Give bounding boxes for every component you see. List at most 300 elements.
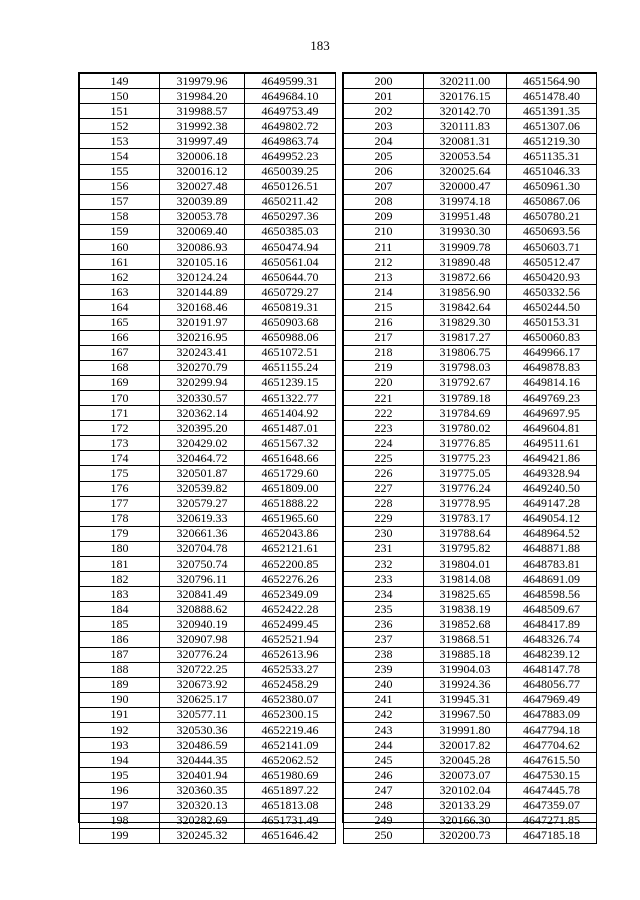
x-coordinate-cell: 320539.82 [160, 481, 245, 496]
y-coordinate-cell: 4651809.00 [245, 481, 336, 496]
point-number-cell: 204 [344, 134, 424, 149]
table-row [344, 194, 597, 209]
table-row [80, 179, 336, 194]
table-row [80, 209, 336, 224]
y-coordinate-cell: 4649599.31 [245, 74, 336, 89]
x-coordinate-cell: 320796.11 [160, 572, 245, 587]
table-row [344, 587, 597, 602]
point-number-cell: 167 [80, 345, 160, 360]
x-coordinate-cell: 320661.36 [160, 526, 245, 541]
y-coordinate-cell: 4649863.74 [245, 134, 336, 149]
y-coordinate-cell: 4649054.12 [507, 511, 597, 526]
point-number-cell: 201 [344, 89, 424, 104]
table-row [344, 360, 597, 375]
point-number-cell: 159 [80, 224, 160, 239]
point-number-cell: 236 [344, 617, 424, 632]
point-number-cell: 191 [80, 707, 160, 722]
point-number-cell: 219 [344, 360, 424, 375]
table-row [80, 511, 336, 526]
y-coordinate-cell: 4648326.74 [507, 632, 597, 647]
y-coordinate-cell: 4652300.15 [245, 707, 336, 722]
table-row [80, 828, 336, 843]
point-number-cell: 224 [344, 436, 424, 451]
x-coordinate-cell: 319778.95 [424, 496, 507, 511]
point-number-cell: 231 [344, 541, 424, 556]
table-row [344, 436, 597, 451]
x-coordinate-cell: 320006.18 [160, 149, 245, 164]
x-coordinate-cell: 319795.82 [424, 541, 507, 556]
table-row [344, 707, 597, 722]
point-number-cell: 156 [80, 179, 160, 194]
table-row [80, 375, 336, 390]
table-row [80, 104, 336, 119]
y-coordinate-cell: 4649952.23 [245, 149, 336, 164]
x-coordinate-cell: 319775.05 [424, 466, 507, 481]
table-row [80, 783, 336, 798]
table-row [344, 632, 597, 647]
y-coordinate-cell: 4651219.30 [507, 134, 597, 149]
y-coordinate-cell: 4651965.60 [245, 511, 336, 526]
y-coordinate-cell: 4650561.04 [245, 255, 336, 270]
y-coordinate-cell: 4647615.50 [507, 753, 597, 768]
x-coordinate-cell: 320299.94 [160, 375, 245, 390]
table-row [344, 541, 597, 556]
page-number: 183 [310, 38, 330, 53]
point-number-cell: 186 [80, 632, 160, 647]
point-number-cell: 235 [344, 602, 424, 617]
x-coordinate-cell: 319798.03 [424, 360, 507, 375]
y-coordinate-cell: 4648509.67 [507, 602, 597, 617]
y-coordinate-cell: 4650297.36 [245, 209, 336, 224]
y-coordinate-cell: 4650867.06 [507, 194, 597, 209]
point-number-cell: 160 [80, 240, 160, 255]
point-number-cell: 200 [344, 74, 424, 89]
point-number-cell: 237 [344, 632, 424, 647]
table-row [80, 526, 336, 541]
table-row [80, 768, 336, 783]
y-coordinate-cell: 4651046.33 [507, 164, 597, 179]
y-coordinate-cell: 4651322.77 [245, 390, 336, 405]
point-number-cell: 179 [80, 526, 160, 541]
x-coordinate-cell: 319924.36 [424, 677, 507, 692]
y-coordinate-cell: 4652533.27 [245, 662, 336, 677]
point-number-cell: 180 [80, 541, 160, 556]
y-coordinate-cell: 4650780.21 [507, 209, 597, 224]
table-row [344, 723, 597, 738]
y-coordinate-cell: 4650385.03 [245, 224, 336, 239]
table-row [344, 813, 597, 828]
point-number-cell: 248 [344, 798, 424, 813]
table-row [344, 783, 597, 798]
x-coordinate-cell: 320704.78 [160, 541, 245, 556]
y-coordinate-cell: 4647883.09 [507, 707, 597, 722]
x-coordinate-cell: 320053.78 [160, 209, 245, 224]
y-coordinate-cell: 4651646.42 [245, 828, 336, 843]
point-number-cell: 243 [344, 723, 424, 738]
y-coordinate-cell: 4649240.50 [507, 481, 597, 496]
y-coordinate-cell: 4647704.62 [507, 738, 597, 753]
y-coordinate-cell: 4648056.77 [507, 677, 597, 692]
table-row [344, 285, 597, 300]
table-row [80, 466, 336, 481]
x-coordinate-cell: 320776.24 [160, 647, 245, 662]
y-coordinate-cell: 4649697.95 [507, 406, 597, 421]
point-number-cell: 157 [80, 194, 160, 209]
x-coordinate-cell: 320444.35 [160, 753, 245, 768]
point-number-cell: 154 [80, 149, 160, 164]
x-coordinate-cell: 320245.32 [160, 828, 245, 843]
table-row [80, 481, 336, 496]
y-coordinate-cell: 4649328.94 [507, 466, 597, 481]
y-coordinate-cell: 4651478.40 [507, 89, 597, 104]
y-coordinate-cell: 4650211.42 [245, 194, 336, 209]
table-row [80, 662, 336, 677]
table-row [344, 149, 597, 164]
y-coordinate-cell: 4647185.18 [507, 828, 597, 843]
x-coordinate-cell: 320200.73 [424, 828, 507, 843]
table-row [80, 119, 336, 134]
x-coordinate-cell: 320270.79 [160, 360, 245, 375]
point-number-cell: 182 [80, 572, 160, 587]
point-number-cell: 152 [80, 119, 160, 134]
point-number-cell: 233 [344, 572, 424, 587]
point-number-cell: 166 [80, 330, 160, 345]
table-row [80, 572, 336, 587]
x-coordinate-cell: 319979.96 [160, 74, 245, 89]
point-number-cell: 207 [344, 179, 424, 194]
table-row [80, 813, 336, 828]
y-coordinate-cell: 4649814.16 [507, 375, 597, 390]
table-row [80, 692, 336, 707]
point-number-cell: 220 [344, 375, 424, 390]
x-coordinate-cell: 319775.23 [424, 451, 507, 466]
x-coordinate-cell: 320216.95 [160, 330, 245, 345]
x-coordinate-cell: 319872.66 [424, 270, 507, 285]
table-row [80, 707, 336, 722]
y-coordinate-cell: 4650603.71 [507, 240, 597, 255]
y-coordinate-cell: 4650961.30 [507, 179, 597, 194]
point-number-cell: 170 [80, 390, 160, 405]
x-coordinate-cell: 320360.35 [160, 783, 245, 798]
table-row [344, 255, 597, 270]
point-number-cell: 174 [80, 451, 160, 466]
point-number-cell: 210 [344, 224, 424, 239]
x-coordinate-cell: 320045.28 [424, 753, 507, 768]
table-row [80, 753, 336, 768]
point-number-cell: 195 [80, 768, 160, 783]
y-coordinate-cell: 4651239.15 [245, 375, 336, 390]
y-coordinate-cell: 4650060.83 [507, 330, 597, 345]
y-coordinate-cell: 4652219.46 [245, 723, 336, 738]
y-coordinate-cell: 4652121.61 [245, 541, 336, 556]
y-coordinate-cell: 4650644.70 [245, 270, 336, 285]
x-coordinate-cell: 319984.20 [160, 89, 245, 104]
y-coordinate-cell: 4650039.25 [245, 164, 336, 179]
x-coordinate-cell: 320017.82 [424, 738, 507, 753]
x-coordinate-cell: 320073.07 [424, 768, 507, 783]
table-row [344, 224, 597, 239]
point-number-cell: 209 [344, 209, 424, 224]
y-coordinate-cell: 4651487.01 [245, 421, 336, 436]
y-coordinate-cell: 4647969.49 [507, 692, 597, 707]
point-number-cell: 185 [80, 617, 160, 632]
y-coordinate-cell: 4652521.94 [245, 632, 336, 647]
point-number-cell: 196 [80, 783, 160, 798]
table-row [80, 270, 336, 285]
point-number-cell: 216 [344, 315, 424, 330]
x-coordinate-cell: 319868.51 [424, 632, 507, 647]
x-coordinate-cell: 320027.48 [160, 179, 245, 194]
table-row [80, 677, 336, 692]
x-coordinate-cell: 320102.04 [424, 783, 507, 798]
table-row [80, 390, 336, 405]
x-coordinate-cell: 319806.75 [424, 345, 507, 360]
x-coordinate-cell: 320105.16 [160, 255, 245, 270]
point-number-cell: 205 [344, 149, 424, 164]
y-coordinate-cell: 4652062.52 [245, 753, 336, 768]
point-number-cell: 246 [344, 768, 424, 783]
left-table-body [80, 74, 336, 844]
table-row [80, 134, 336, 149]
y-coordinate-cell: 4649511.61 [507, 436, 597, 451]
x-coordinate-cell: 320501.87 [160, 466, 245, 481]
table-row [344, 647, 597, 662]
x-coordinate-cell: 319814.08 [424, 572, 507, 587]
y-coordinate-cell: 4649966.17 [507, 345, 597, 360]
point-number-cell: 250 [344, 828, 424, 843]
point-number-cell: 175 [80, 466, 160, 481]
x-coordinate-cell: 320841.49 [160, 587, 245, 602]
x-coordinate-cell: 320888.62 [160, 602, 245, 617]
point-number-cell: 227 [344, 481, 424, 496]
table-row [344, 300, 597, 315]
point-number-cell: 189 [80, 677, 160, 692]
point-number-cell: 249 [344, 813, 424, 828]
point-number-cell: 173 [80, 436, 160, 451]
point-number-cell: 202 [344, 104, 424, 119]
y-coordinate-cell: 4651567.32 [245, 436, 336, 451]
y-coordinate-cell: 4647530.15 [507, 768, 597, 783]
x-coordinate-cell: 319904.03 [424, 662, 507, 677]
table-row [344, 496, 597, 511]
x-coordinate-cell: 319784.69 [424, 406, 507, 421]
table-row [344, 557, 597, 572]
y-coordinate-cell: 4650512.47 [507, 255, 597, 270]
x-coordinate-cell: 320429.02 [160, 436, 245, 451]
y-coordinate-cell: 4649604.81 [507, 421, 597, 436]
table-row [344, 164, 597, 179]
coordinates-table-left [79, 73, 336, 844]
y-coordinate-cell: 4648871.88 [507, 541, 597, 556]
table-row [80, 557, 336, 572]
y-coordinate-cell: 4649878.83 [507, 360, 597, 375]
x-coordinate-cell: 319885.18 [424, 647, 507, 662]
y-coordinate-cell: 4649769.23 [507, 390, 597, 405]
table-row [80, 285, 336, 300]
point-number-cell: 206 [344, 164, 424, 179]
point-number-cell: 215 [344, 300, 424, 315]
x-coordinate-cell: 320053.54 [424, 149, 507, 164]
y-coordinate-cell: 4651648.66 [245, 451, 336, 466]
table-row [344, 828, 597, 843]
y-coordinate-cell: 4652613.96 [245, 647, 336, 662]
coordinates-table-right [343, 73, 597, 844]
table-row [344, 738, 597, 753]
x-coordinate-cell: 319780.02 [424, 421, 507, 436]
right-table-body [344, 74, 597, 844]
table-row [344, 572, 597, 587]
y-coordinate-cell: 4652043.86 [245, 526, 336, 541]
y-coordinate-cell: 4648691.09 [507, 572, 597, 587]
point-number-cell: 203 [344, 119, 424, 134]
x-coordinate-cell: 320464.72 [160, 451, 245, 466]
y-coordinate-cell: 4652458.29 [245, 677, 336, 692]
point-number-cell: 169 [80, 375, 160, 390]
table-row [80, 360, 336, 375]
x-coordinate-cell: 320016.12 [160, 164, 245, 179]
x-coordinate-cell: 320907.98 [160, 632, 245, 647]
point-number-cell: 217 [344, 330, 424, 345]
y-coordinate-cell: 4651155.24 [245, 360, 336, 375]
y-coordinate-cell: 4649147.28 [507, 496, 597, 511]
table-row [344, 375, 597, 390]
point-number-cell: 239 [344, 662, 424, 677]
x-coordinate-cell: 319789.18 [424, 390, 507, 405]
x-coordinate-cell: 320168.46 [160, 300, 245, 315]
x-coordinate-cell: 320282.69 [160, 813, 245, 828]
table-row [344, 240, 597, 255]
x-coordinate-cell: 320243.41 [160, 345, 245, 360]
point-number-cell: 194 [80, 753, 160, 768]
table-row [344, 602, 597, 617]
y-coordinate-cell: 4650153.31 [507, 315, 597, 330]
point-number-cell: 197 [80, 798, 160, 813]
x-coordinate-cell: 319951.48 [424, 209, 507, 224]
y-coordinate-cell: 4651813.08 [245, 798, 336, 813]
y-coordinate-cell: 4650693.56 [507, 224, 597, 239]
y-coordinate-cell: 4652499.45 [245, 617, 336, 632]
table-row [80, 541, 336, 556]
point-number-cell: 245 [344, 753, 424, 768]
table-row [80, 240, 336, 255]
x-coordinate-cell: 320191.97 [160, 315, 245, 330]
point-number-cell: 225 [344, 451, 424, 466]
x-coordinate-cell: 319776.24 [424, 481, 507, 496]
point-number-cell: 188 [80, 662, 160, 677]
table-row [344, 753, 597, 768]
point-number-cell: 232 [344, 557, 424, 572]
y-coordinate-cell: 4651897.22 [245, 783, 336, 798]
point-number-cell: 223 [344, 421, 424, 436]
point-number-cell: 153 [80, 134, 160, 149]
x-coordinate-cell: 320486.59 [160, 738, 245, 753]
point-number-cell: 244 [344, 738, 424, 753]
table-row [80, 164, 336, 179]
table-row [344, 345, 597, 360]
table-row [344, 617, 597, 632]
table-row [344, 406, 597, 421]
point-number-cell: 183 [80, 587, 160, 602]
table-row [80, 602, 336, 617]
x-coordinate-cell: 320579.27 [160, 496, 245, 511]
x-coordinate-cell: 319967.50 [424, 707, 507, 722]
table-row [344, 209, 597, 224]
table-row [344, 315, 597, 330]
y-coordinate-cell: 4652141.09 [245, 738, 336, 753]
table-row [344, 481, 597, 496]
point-number-cell: 221 [344, 390, 424, 405]
x-coordinate-cell: 320081.31 [424, 134, 507, 149]
table-row [80, 451, 336, 466]
point-number-cell: 150 [80, 89, 160, 104]
y-coordinate-cell: 4651404.92 [245, 406, 336, 421]
table-row [344, 134, 597, 149]
x-coordinate-cell: 320722.25 [160, 662, 245, 677]
point-number-cell: 226 [344, 466, 424, 481]
table-row [80, 587, 336, 602]
x-coordinate-cell: 320111.83 [424, 119, 507, 134]
table-row [80, 496, 336, 511]
x-coordinate-cell: 320362.14 [160, 406, 245, 421]
x-coordinate-cell: 320625.17 [160, 692, 245, 707]
point-number-cell: 176 [80, 481, 160, 496]
table-row [80, 255, 336, 270]
table-row [80, 723, 336, 738]
table-row [344, 104, 597, 119]
x-coordinate-cell: 319842.64 [424, 300, 507, 315]
y-coordinate-cell: 4651391.35 [507, 104, 597, 119]
table-row [80, 436, 336, 451]
point-number-cell: 162 [80, 270, 160, 285]
point-number-cell: 177 [80, 496, 160, 511]
point-number-cell: 168 [80, 360, 160, 375]
x-coordinate-cell: 320577.11 [160, 707, 245, 722]
x-coordinate-cell: 319838.19 [424, 602, 507, 617]
y-coordinate-cell: 4650729.27 [245, 285, 336, 300]
x-coordinate-cell: 320395.20 [160, 421, 245, 436]
table-row [80, 74, 336, 89]
table-row [80, 194, 336, 209]
point-number-cell: 238 [344, 647, 424, 662]
y-coordinate-cell: 4650819.31 [245, 300, 336, 315]
x-coordinate-cell: 320000.47 [424, 179, 507, 194]
y-coordinate-cell: 4648147.78 [507, 662, 597, 677]
y-coordinate-cell: 4648239.12 [507, 647, 597, 662]
table-row [80, 406, 336, 421]
x-coordinate-cell: 320401.94 [160, 768, 245, 783]
y-coordinate-cell: 4647445.78 [507, 783, 597, 798]
x-coordinate-cell: 319856.90 [424, 285, 507, 300]
x-coordinate-cell: 319992.38 [160, 119, 245, 134]
y-coordinate-cell: 4649684.10 [245, 89, 336, 104]
x-coordinate-cell: 319852.68 [424, 617, 507, 632]
x-coordinate-cell: 319804.01 [424, 557, 507, 572]
y-coordinate-cell: 4649753.49 [245, 104, 336, 119]
point-number-cell: 187 [80, 647, 160, 662]
y-coordinate-cell: 4651564.90 [507, 74, 597, 89]
x-coordinate-cell: 319792.67 [424, 375, 507, 390]
y-coordinate-cell: 4652380.07 [245, 692, 336, 707]
table-row [344, 798, 597, 813]
y-coordinate-cell: 4648598.56 [507, 587, 597, 602]
y-coordinate-cell: 4650244.50 [507, 300, 597, 315]
x-coordinate-cell: 320176.15 [424, 89, 507, 104]
point-number-cell: 164 [80, 300, 160, 315]
table-row [344, 677, 597, 692]
x-coordinate-cell: 320211.00 [424, 74, 507, 89]
x-coordinate-cell: 319991.80 [424, 723, 507, 738]
table-row [344, 451, 597, 466]
